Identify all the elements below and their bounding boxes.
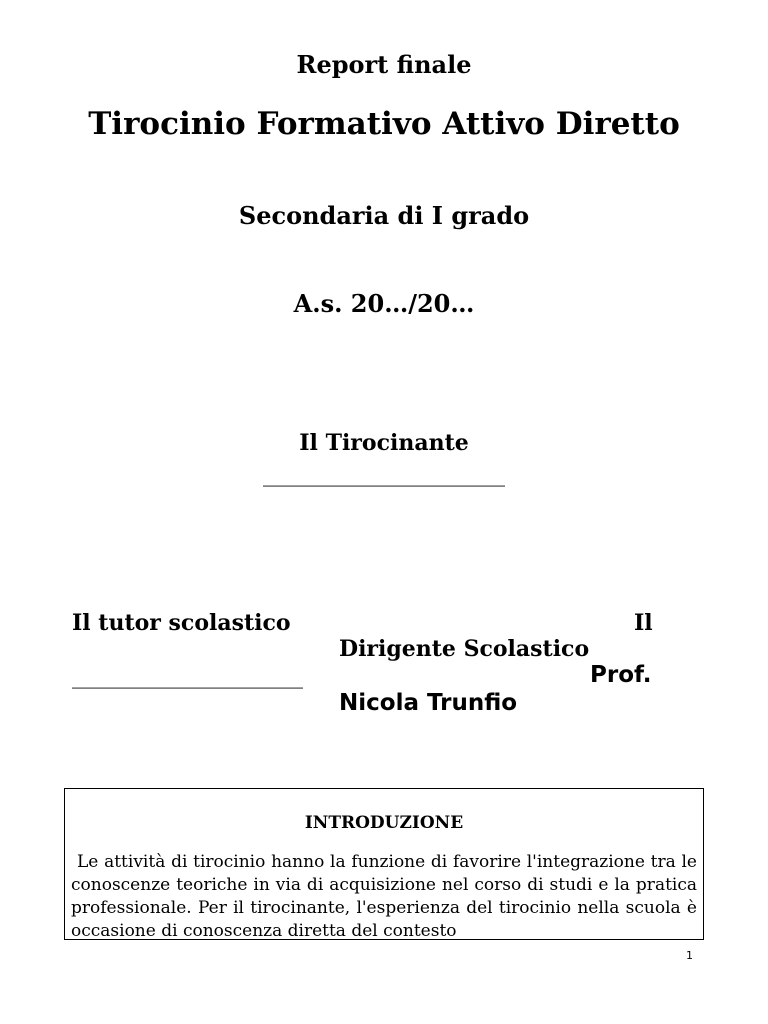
principal-prefix: Prof. [590,662,652,688]
tutor-signature-line: _____________________ [72,664,303,689]
principal-name: Nicola Trunfio [339,690,518,716]
school-level: Secondaria di I grado [238,201,530,230]
trainee-label: Il Tirocinante [299,430,469,456]
trainee-signature-line: ______________________ [263,462,505,487]
tutor-label: Il tutor scolastico [72,610,291,636]
page-number: 1 [686,949,693,962]
introduction-text: Le attività di tirocinio hanno la funzione di favorire l'integrazione tra le conoscenze teoriche in via di acquisizione nel corso di studi e la pratica professionale. Per il tirocinante, l'esperienza del tirocinio nella scuola è occasione di conoscenza diretta del contesto [71,852,697,940]
report-label: Report finale [296,50,472,79]
document-title: Tirocinio Formativo Attivo Diretto [88,106,680,142]
school-year: A.s. 20…/20… [293,289,475,318]
principal-label-part1: Il [634,610,653,636]
introduction-title: INTRODUZIONE [304,813,464,833]
introduction-box [64,788,704,940]
principal-label-part2: Dirigente Scolastico [339,636,590,662]
